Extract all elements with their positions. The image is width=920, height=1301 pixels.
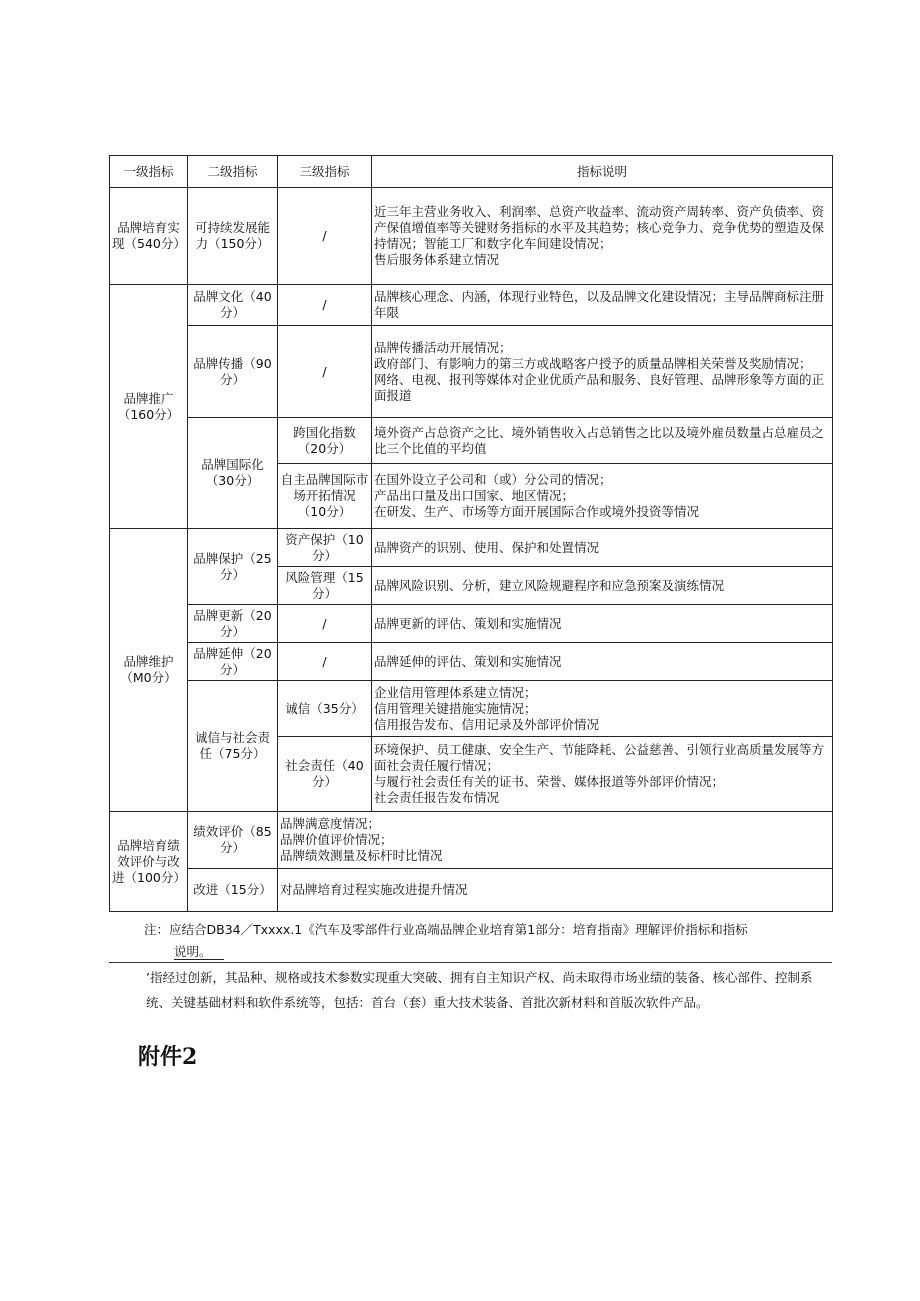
level2-cell: 改进（15分）: [188, 869, 278, 912]
level2-cell: 品牌文化（40分）: [188, 285, 278, 326]
table-note: [144, 919, 834, 963]
table-row: [110, 605, 833, 643]
note-line-2: 说明。: [174, 944, 224, 960]
table-row: [110, 869, 833, 912]
header-level1: 一级指标: [110, 156, 188, 188]
level3-cell: 风险管理（15分）: [278, 567, 372, 605]
table-row: [110, 326, 833, 418]
table-row: [110, 285, 833, 326]
level1-cell: 品牌培育绩效评价与改进（100分）: [110, 812, 188, 912]
description-cell: 品牌延伸的评估、策划和实施情况: [372, 643, 833, 681]
header-level2: 二级指标: [188, 156, 278, 188]
level3-cell: 跨国化指数（20分）: [278, 418, 372, 464]
table-row: [110, 418, 833, 464]
table-row: [110, 681, 833, 737]
level3-cell: 自主品牌国际市场开拓情况（10分）: [278, 464, 372, 529]
description-cell: 品牌传播活动开展情况； 政府部门、有影响力的第三方或战略客户授予的质量品牌相关荣誉及奖励情况； 网络、电视、报刊等媒体对企业优质产品和服务、良好管理、品牌形象等方面的正面报道: [372, 326, 833, 418]
description-cell: 品牌风险识别、分析，建立风险规避程序和应急预案及演练情况: [372, 567, 833, 605]
description-cell: 近三年主营业务收入、利润率、总资产收益率、流动资产周转率、资产负债率、资产保值增值率等关键财务指标的水平及其趋势；核心竞争力、竞争优势的塑造及保持情况；智能工厂和数字化车间建设情况； 售后服务体系建立情况: [372, 188, 833, 285]
header-level3: 三级指标: [278, 156, 372, 188]
level2-cell: 品牌保护（25分）: [188, 529, 278, 605]
level3-cell: /: [278, 285, 372, 326]
level2-cell: 绩效评价（85分）: [188, 812, 278, 869]
table-row: [110, 529, 833, 567]
level1-cell: 品牌推广（160分）: [110, 285, 188, 529]
evaluation-index-table: [109, 155, 833, 912]
level3-cell: 诚信（35分）: [278, 681, 372, 737]
description-cell: 品牌资产的识别、使用、保护和处置情况: [372, 529, 833, 567]
description-cell: 品牌更新的评估、策划和实施情况: [372, 605, 833, 643]
level3-cell: 资产保护（10分）: [278, 529, 372, 567]
level2-cell: 品牌传播（90分）: [188, 326, 278, 418]
description-cell: 在国外设立子公司和（或）分公司的情况； 产品出口量及出口国家、地区情况； 在研发、生产、市场等方面开展国际合作或境外投资等情况: [372, 464, 833, 529]
level2-cell: 诚信与社会责任（75分）: [188, 681, 278, 812]
level2-cell: 品牌国际化（30分）: [188, 418, 278, 529]
level3-cell: /: [278, 326, 372, 418]
level2-cell: 品牌更新（20分）: [188, 605, 278, 643]
level2-cell: 品牌延伸（20分）: [188, 643, 278, 681]
attachment-heading: 附件2: [138, 1044, 198, 1070]
description-cell: 境外资产占总资产之比、境外销售收入占总销售之比以及境外雇员数量占总雇员之比三个比值的平均值: [372, 418, 833, 464]
header-description: 指标说明: [372, 156, 833, 188]
note-line-1: 注：应结合DB34／Txxxx.1《汽车及零部件行业高端品牌企业培育第1部分：培育指南》理解评价指标和指标: [144, 922, 748, 937]
level3-cell: /: [278, 605, 372, 643]
level1-cell: 品牌培育实现（540分）: [110, 188, 188, 285]
level2-cell: 可持续发展能力（150分）: [188, 188, 278, 285]
level3-cell: /: [278, 188, 372, 285]
footnote-divider: [109, 962, 832, 963]
table-row: [110, 188, 833, 285]
table-row: [110, 812, 833, 869]
table-row: [110, 643, 833, 681]
level3-cell: /: [278, 643, 372, 681]
table-header-row: [110, 156, 833, 188]
description-cell: 品牌核心理念、内涵，体现行业特色，以及品牌文化建设情况；主导品牌商标注册年限: [372, 285, 833, 326]
description-cell: 企业信用管理体系建立情况； 信用管理关键措施实施情况； 信用报告发布、信用记录及外部评价情况: [372, 681, 833, 737]
description-cell: 品牌满意度情况； 品牌价值评价情况； 品牌绩效测量及标杆时比情况: [278, 812, 833, 869]
description-cell: 环境保护、员工健康、安全生产、节能降耗、公益慈善、引领行业高质量发展等方面社会责任履行情况； 与履行社会责任有关的证书、荣誉、媒体报道等外部评价情况； 社会责任报告发布情况: [372, 737, 833, 812]
level1-cell: 品牌维护（M0分）: [110, 529, 188, 812]
description-cell: 对品牌培育过程实施改进提升情况: [278, 869, 833, 912]
level3-cell: 社会责任（40分）: [278, 737, 372, 812]
footnote-text: ’指经过创新，其品种、规格或技术参数实现重大突破、拥有自主知识产权、尚未取得市场业绩的装备、核心部件、控制系统、关键基础材料和软件系统等，包括：首台（套）重大技术装备、首批次新材料和首版次软件产品。: [146, 970, 813, 1010]
